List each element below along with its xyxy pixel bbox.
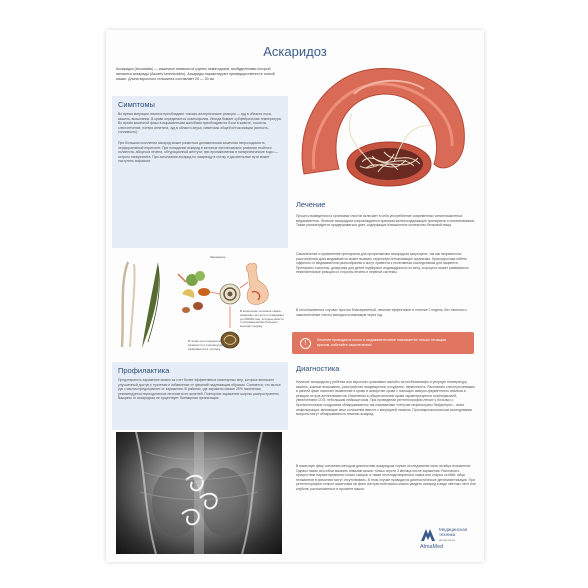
logo-tagline-2: техника (439, 532, 456, 537)
treatment-text-1: Процесс выведения из организма глистов включает в себя употребление современных антигельминтных медикаментов. Лечение аскаридоза сопровождается приемом железосодержащих препаратов и поливитаминов. Также рекомендуется придерживаться диет, содержащих повышенное количество белковой пищи. (296, 214, 475, 228)
almamed-logo (420, 526, 480, 556)
treatment-text-3: В неосложненных случаях прогноз благоприятный, лечение эффективно в течение 2 недель, без лечения и самоизлечение глисты выводятся максимум через год. (296, 308, 467, 317)
cycle-label-soil: В почве при определенной влажности и температуре яйца развиваются в личинку (188, 339, 232, 351)
symptoms-text-2: При большом скоплении аскарид может развиться динамическая кишечная непроходимость, перфоративный перитонит. При попадании аскарид в желчные пути возможно развитие гнойного холангита, абсцесса печени, обтурационной желтухи; при проникновении в панкреатические ходы — острого панкреатита. При заползании аскарид по пищеводу в глотку и дыхательные пути может наступить асфиксия. (118, 140, 278, 164)
symptoms-section (112, 96, 288, 248)
prevention-section (112, 362, 288, 430)
diagnostics-heading: Диагностика (296, 364, 340, 373)
xray-graphic (116, 432, 282, 554)
treatment-text-2: Самолечение и применение препаратов для профилактики аскаридоза запрещено, так как неправильно рассчитанная доза медикамента может вызвать серьезную интоксикацию организма. Краткосрочная гибель эффекты от медикаментов разнообразны и могут привести к негативным последствиям для пациента. Препараты токсичны, дозировка для детей подбирают индивидуально по весу, а процесс может развиваться нежелательные реакции со стороны печени и нервной системы. (296, 252, 469, 275)
intestine-illustration (294, 54, 476, 194)
symptoms-text-1: Во время миграции личинок преобладают токсико-аллергические реакции — зуд в области носа, кашель, высыпания. В крови определяется эозинофилия. Иногда бывает субфебрильная температура. Во время кишечной фазы в выраженными жалобами преобладаются боли в животе, тошнота, слюнотечение, потеря аппетита, зуд в области ануса, симптомы общей интоксикации (вялость, сонливость). (118, 112, 282, 135)
exclamation-icon: ! (300, 338, 311, 349)
almamed-logo-icon (420, 528, 436, 542)
logo-tagline-3: almamed.su (439, 538, 456, 542)
life-cycle-diagram (112, 252, 288, 356)
prevention-text: Предотвратить заражение можно за счет более эффективных санитарных мер, которые включают улучшенный доступ к туалетам и избавление от фекалий надлежащим образом. Считается, что мытье рук с мылом предохраняет от заражения. В районах, где заражено свыше 20% населения, рекомендуется периодическое лечение всех жителей. Повторное заражение широко распространено. Вакцины от аскаридоза не существует. Всемирная организация (118, 378, 281, 401)
poster (106, 30, 484, 562)
prevention-heading: Профилактика (118, 366, 170, 375)
xray-image (116, 432, 282, 554)
cycle-label-infection: Заражение (210, 255, 226, 259)
poster-title: Аскаридоз (263, 44, 327, 59)
intro-text: Аскаридоз (Ascariasis) — кишечное инвазия из группы нематодозов, возбудителями которой являются аскариды (Ascaris lumbricoides). Аскариды паразитируют преимущественно в тонкой кишке. Длина взрослого гельминта составляет 25 — 30 см. (116, 67, 275, 81)
logo-brand: AlmaMed (420, 544, 444, 550)
diagnostics-text-1: Наличие аскаридоза у ребенка или взрослого указывают жалобы на необъяснимую и упорную температуру, кашель, кожные высыпания, расстройство пищеварения, похудение, нервозность. Распознать глистную инвазию в ранней фазе помогает выявление в крови в сыворотке крови с помощью иммуно-ферментного анализа и реакции титров антигельминтов. Изменения в общем анализе крови характеризуются эозинофилией, увеличением СОЭ, небольшим лейкоцитозом. При проведении рентгенографии легких у больных с бронхолегочным синдромом обнаруживаются так называемые «летучие инфильтраты Леффлера» - очаги инфильтрации, меняющие свое положение вместе с миграцией личинок. При микроскопическом исследовании мокроты могут обнаруживаться личинки аскарид. (296, 380, 475, 417)
treatment-heading: Лечение (296, 200, 326, 209)
warning-banner (292, 332, 474, 354)
logo-tagline-1: Медицинская (439, 527, 468, 532)
diagnostics-text-2: В кишечную фазу основным методом диагностики аскаридоза служит исследование кала на яйца гельминтов. Однако таким способом выявить инвазию можно только спустя 3 месяца после заражения. Распознать присутствие паразитирования только самцов, а также неоплодотворенных самок или старых особей, яйца гельминтов в фекалиях могут отсутствовать. В этом случае проводится диагностическое дегельминтизация. При рентгенографии тонкого кишечника на фоне контрастной массы можно увидеть аскарид в виде светлых лент или клубков, расположенных в просвете кишки. (296, 464, 476, 491)
symptoms-heading: Симптомы (118, 100, 155, 109)
warning-text: Лечение проводится после и медикаментозное назначается только лечащим врачом, избегайте самолечения! (317, 338, 446, 347)
cycle-label-eggs: В кишечнике человека самка аскариды за сутки откладывает до 200000 яиц, которые вместе с испражнениями больного выходят наружу (240, 309, 285, 329)
